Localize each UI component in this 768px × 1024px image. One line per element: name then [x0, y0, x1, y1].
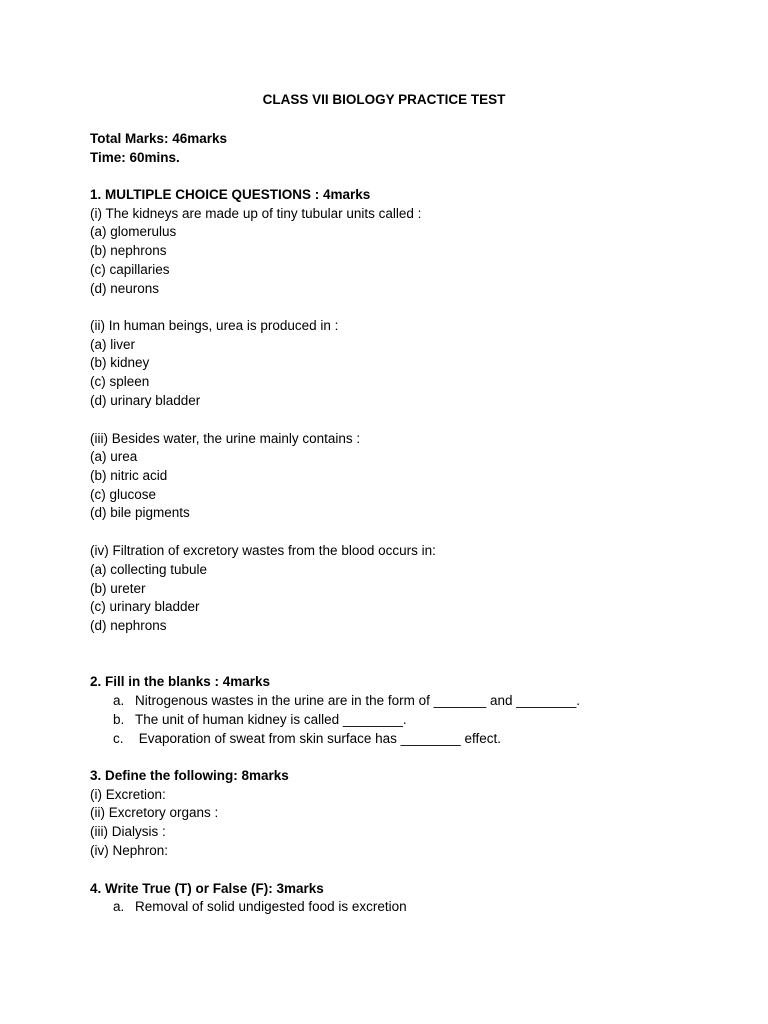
- list-marker: c.: [113, 731, 124, 746]
- question-2-option-b: (b) kidney: [90, 355, 150, 370]
- true-false-item: [113, 898, 407, 916]
- question-2-option-a: (a) liver: [90, 337, 136, 352]
- define-item: (i) Excretion:: [90, 787, 166, 802]
- fill-blank-item: [113, 692, 580, 710]
- question-1-option-c: (c) capillaries: [90, 262, 170, 277]
- question-4-option-d: (d) nephrons: [90, 618, 167, 633]
- question-3-option-a: (a) urea: [90, 449, 138, 464]
- fill-blank-text: Nitrogenous wastes in the urine are in the form of _______ and ________.: [135, 693, 581, 708]
- fill-blank-item: [113, 711, 407, 729]
- document-title: CLASS VII BIOLOGY PRACTICE TEST: [262, 92, 506, 107]
- question-2-text: (ii) In human beings, urea is produced in :: [90, 318, 339, 333]
- question-3-option-d: (d) bile pigments: [90, 505, 190, 520]
- question-4-option-b: (b) ureter: [90, 581, 146, 596]
- question-1-text: (i) The kidneys are made up of tiny tubular units called :: [90, 206, 422, 221]
- question-1-option-a: (a) glomerulus: [90, 224, 177, 239]
- define-item: (ii) Excretory organs :: [90, 805, 219, 820]
- list-marker: a.: [113, 899, 125, 914]
- section-2-heading: 2. Fill in the blanks : 4marks: [90, 674, 271, 689]
- fill-blank-text: The unit of human kidney is called ________.: [135, 712, 407, 727]
- section-3-heading: 3. Define the following: 8marks: [90, 768, 289, 783]
- question-3-option-c: (c) glucose: [90, 487, 157, 502]
- true-false-text: Removal of solid undigested food is excretion: [135, 899, 407, 914]
- list-marker: b.: [113, 712, 125, 727]
- fill-blank-item: [113, 730, 501, 748]
- question-4-option-a: (a) collecting tubule: [90, 562, 208, 577]
- list-marker: a.: [113, 693, 125, 708]
- question-3-text: (iii) Besides water, the urine mainly contains :: [90, 431, 361, 446]
- section-4-heading: 4. Write True (T) or False (F): 3marks: [90, 881, 324, 896]
- section-1-heading: 1. MULTIPLE CHOICE QUESTIONS : 4marks: [90, 187, 371, 202]
- define-item: (iii) Dialysis :: [90, 824, 166, 839]
- fill-blank-text: Evaporation of sweat from skin surface has ________ effect.: [135, 731, 501, 746]
- define-item: (iv) Nephron:: [90, 843, 169, 858]
- question-4-text: (iv) Filtration of excretory wastes from the blood occurs in:: [90, 543, 436, 558]
- question-1-option-d: (d) neurons: [90, 281, 160, 296]
- question-2-option-c: (c) spleen: [90, 374, 150, 389]
- question-2-option-d: (d) urinary bladder: [90, 393, 201, 408]
- total-marks: Total Marks: 46marks: [90, 131, 228, 146]
- question-1-option-b: (b) nephrons: [90, 243, 167, 258]
- time-limit: Time: 60mins.: [90, 150, 180, 165]
- question-3-option-b: (b) nitric acid: [90, 468, 168, 483]
- question-4-option-c: (c) urinary bladder: [90, 599, 200, 614]
